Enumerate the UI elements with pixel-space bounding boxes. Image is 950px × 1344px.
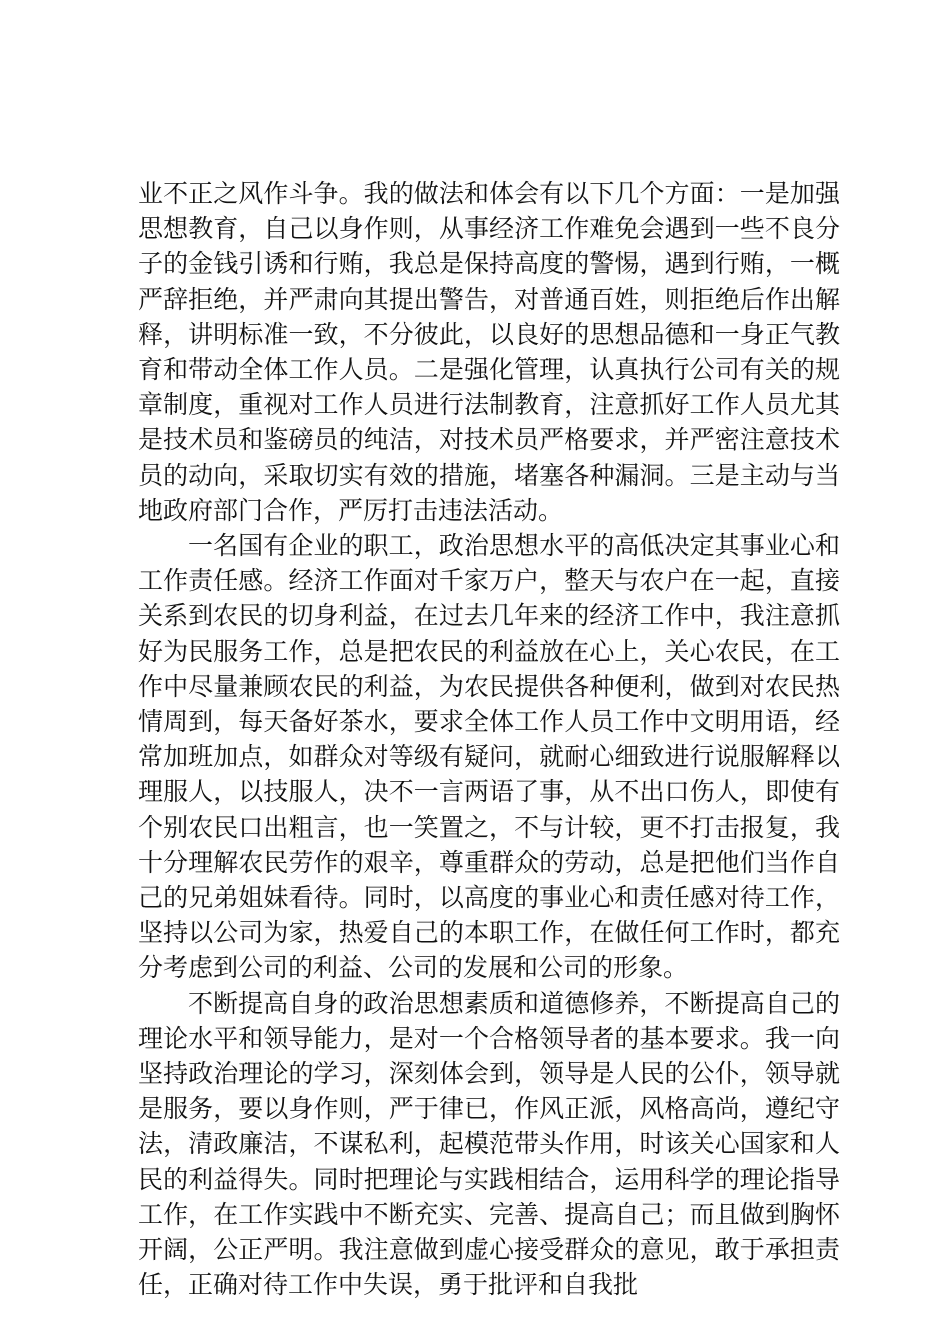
paragraph-2: 一名国有企业的职工，政治思想水平的高低决定其事业心和工作责任感。经济工作面对千家万户，整天与农户在一起，直接关系到农民的切身利益，在过去几年来的经济工作中，我注意抓好为民服务工作，总是把农民的利益放在心上，关心农民，在工作中尽量兼顾农民的利益，为农民提供各种便利，做到对农民热情周到，每天备好茶水，要求全体工作人员工作中文明用语，经常加班加点，如群众对等级有疑问，就耐心细致进行说服解释以理服人，以技服人，决不一言两语了事，从不出口伤人，即使有个别农民口出粗言，也一笑置之，不与计较，更不打击报复，我十分理解农民劳作的艰辛，尊重群众的劳动，总是把他们当作自己的兄弟姐妹看待。同时，以高度的事业心和责任感对待工作，坚持以公司为家，热爱自己的本职工作，在做任何工作时，都充分考虑到公司的利益、公司的发展和公司的形象。 xyxy=(138,531,840,983)
paragraph-3: 不断提高自身的政治思想素质和道德修养，不断提高自己的理论水平和领导能力，是对一个合格领导者的基本要求。我一向坚持政治理论的学习，深刻体会到，领导是人民的公仆，领导就是服务，要以身作则，严于律已，作风正派，风格高尚，遵纪守法，清政廉洁，不谋私利，起模范带头作用，时该关心国家和人民的利益得失。同时把理论与实践相结合，运用科学的理论指导工作，在工作实践中不断充实、完善、提高自己；而且做到胸怀开阔，公正严明。我注意做到虚心接受群众的意见，敢于承担责任，正确对待工作中失误，勇于批评和自我批 xyxy=(138,988,840,1300)
paragraph-1: 业不正之风作斗争。我的做法和体会有以下几个方面：一是加强思想教育，自己以身作则，从事经济工作难免会遇到一些不良分子的金钱引诱和行贿，我总是保持高度的警惕，遇到行贿，一概严辞拒绝，并严肃向其提出警告，对普通百姓，则拒绝后作出解释，讲明标准一致，不分彼此，以良好的思想品德和一身正气教育和带动全体工作人员。二是强化管理，认真执行公司有关的规章制度，重视对工作人员进行法制教育，注意抓好工作人员尤其是技术员和鉴磅员的纯洁，对技术员严格要求，并严密注意技术员的动向，采取切实有效的措施，堵塞各种漏洞。三是主动与当地政府部门合作，严厉打击违法活动。 xyxy=(138,179,840,525)
document-body xyxy=(138,176,840,1303)
